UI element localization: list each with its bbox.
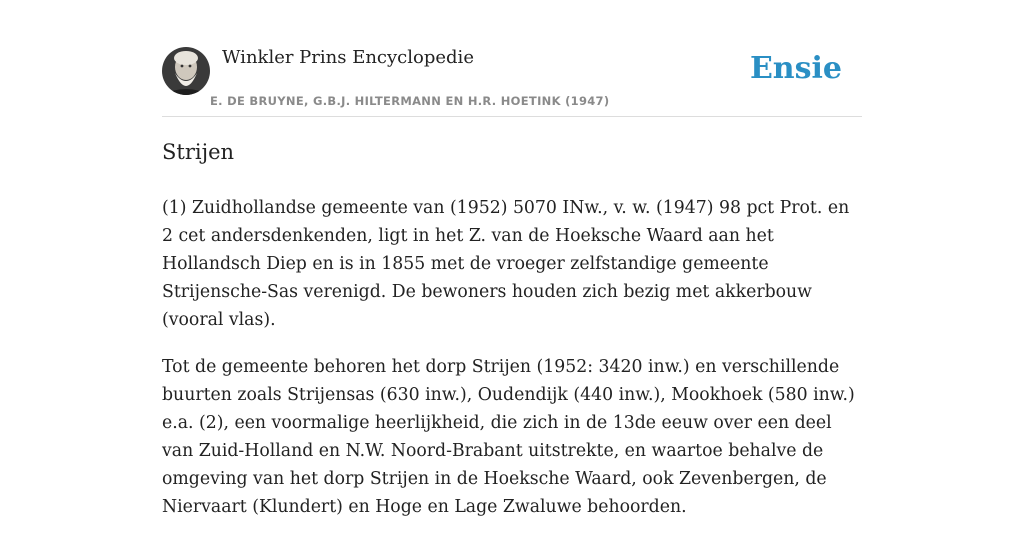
entry-paragraph: (1) Zuidhollandse gemeente van (1952) 5070 INw., v. w. (1947) 98 pct Prot. en 2 cet andersdenkenden, ligt in het Z. van de Hoeksche Waard aan het Hollandsch Diep en is in 1855 met de vroeger zelfstandige gemeente Strijensche-Sas verenigd. De bewoners houden zich bezig met akkerbouw (vooral vlas). xyxy=(162,198,850,330)
entry-title: Strijen xyxy=(162,140,235,164)
portrait-icon xyxy=(162,47,210,95)
page-container xyxy=(162,0,862,517)
book-title[interactable]: Winkler Prins Encyclopedie xyxy=(222,47,474,68)
ensie-brand-logo[interactable]: Ensie xyxy=(749,51,842,86)
encyclopedia-header xyxy=(162,0,862,117)
author-portrait-avatar[interactable] xyxy=(162,47,210,95)
book-authors: E. DE BRUYNE, G.B.J. HILTERMANN EN H.R. HOETINK (1947) xyxy=(210,94,610,108)
entry-paragraph: Tot de gemeente behoren het dorp Strijen (1952: 3420 inw.) en verschillende buurten zoals Strijensas (630 inw.), Oudendijk (440 inw.), Mookhoek (580 inw.) e.a. (2), een voormalige heerlijkheid, die zich in de 13de eeuw over een deel van Zuid-Holland en N.W. Noord-Brabant uitstrekte, en waartoe behalve de omgeving van het dorp Strijen in de Hoeksche Waard, ook Zevenbergen, de Niervaart (Klundert) en Hoge en Lage Zwaluwe behoorden. xyxy=(162,357,855,517)
entry-body xyxy=(162,194,862,540)
